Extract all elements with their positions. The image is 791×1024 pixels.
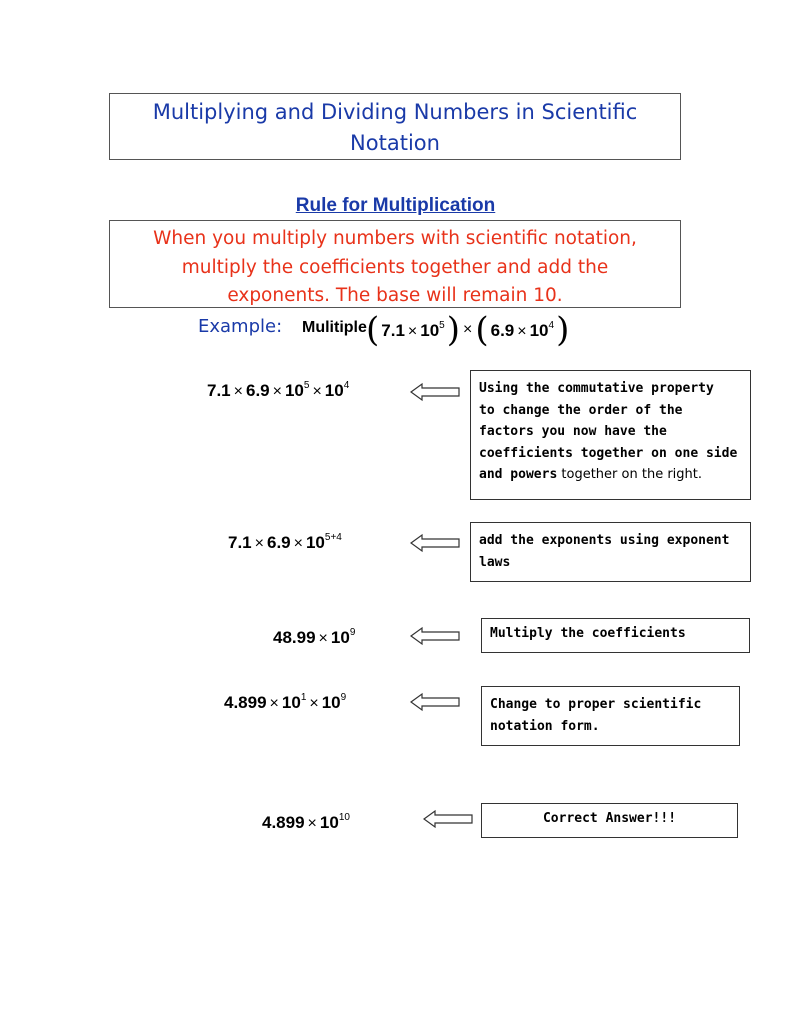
note-line: laws bbox=[479, 554, 511, 570]
left-arrow-icon bbox=[410, 692, 460, 712]
note-line: coefficients together on one side bbox=[479, 445, 738, 461]
rule-line-1: When you multiply numbers with scientific notation, bbox=[153, 228, 637, 249]
note-line: Multiply the coefficients bbox=[490, 626, 686, 641]
example-expression bbox=[366, 310, 570, 350]
note-line: Using the commutative property bbox=[479, 381, 714, 396]
step-3-note bbox=[481, 618, 750, 653]
open-paren: ( bbox=[366, 310, 380, 350]
close-paren: ) bbox=[446, 310, 460, 350]
note-line: Correct Answer!!! bbox=[542, 811, 677, 826]
rule-line-2: multiply the coefficients together and add the bbox=[181, 256, 609, 278]
note-line: to change the order of the bbox=[479, 402, 683, 418]
note-line: and powers together on the right. bbox=[479, 467, 702, 482]
note-line: notation form. bbox=[490, 718, 600, 734]
left-arrow-icon bbox=[423, 809, 473, 829]
left-arrow-icon bbox=[410, 533, 460, 553]
page-title bbox=[109, 93, 681, 160]
rule-box bbox=[109, 220, 681, 308]
open-paren: ( bbox=[475, 310, 489, 350]
note-line: add the exponents using exponent bbox=[479, 533, 730, 548]
step-5-note bbox=[481, 803, 738, 838]
title-line-2: Notation bbox=[350, 131, 440, 155]
step-1-expression: $7.1 \times 6.9 \times 10^5 \times 10^4$ bbox=[207, 380, 350, 400]
step-1-note bbox=[470, 370, 751, 500]
example-word: Mulitiple bbox=[302, 319, 367, 336]
rule-line-3: exponents. The base will remain 10. bbox=[227, 285, 563, 306]
step-2-note bbox=[470, 522, 751, 582]
step-4-note bbox=[481, 686, 740, 746]
times-sign: × bbox=[463, 321, 473, 338]
example-label: Example: bbox=[198, 316, 283, 337]
title-line-1: Multiplying and Dividing Numbers in Scientific bbox=[152, 100, 638, 124]
note-line: Change to proper scientific bbox=[490, 697, 702, 712]
step-5-expression: $4.899 \times 10^{10}$ bbox=[262, 812, 350, 832]
step-3-expression: $48.99 \times 10^9$ bbox=[273, 627, 356, 647]
factor-a: $7.1 \times 10^5$ bbox=[381, 319, 445, 340]
close-paren: ) bbox=[556, 310, 570, 350]
left-arrow-icon bbox=[410, 626, 460, 646]
rule-heading: Rule for Multiplication bbox=[295, 195, 496, 216]
left-arrow-icon bbox=[410, 382, 460, 402]
note-line: factors you now have the bbox=[479, 424, 667, 439]
factor-b: $6.9 \times 10^4$ bbox=[490, 319, 555, 340]
step-2-expression: $7.1 \times 6.9 \times 10^{5+4}$ bbox=[228, 532, 342, 552]
step-4-expression: $4.899 \times 10^1 \times 10^9$ bbox=[224, 692, 347, 712]
